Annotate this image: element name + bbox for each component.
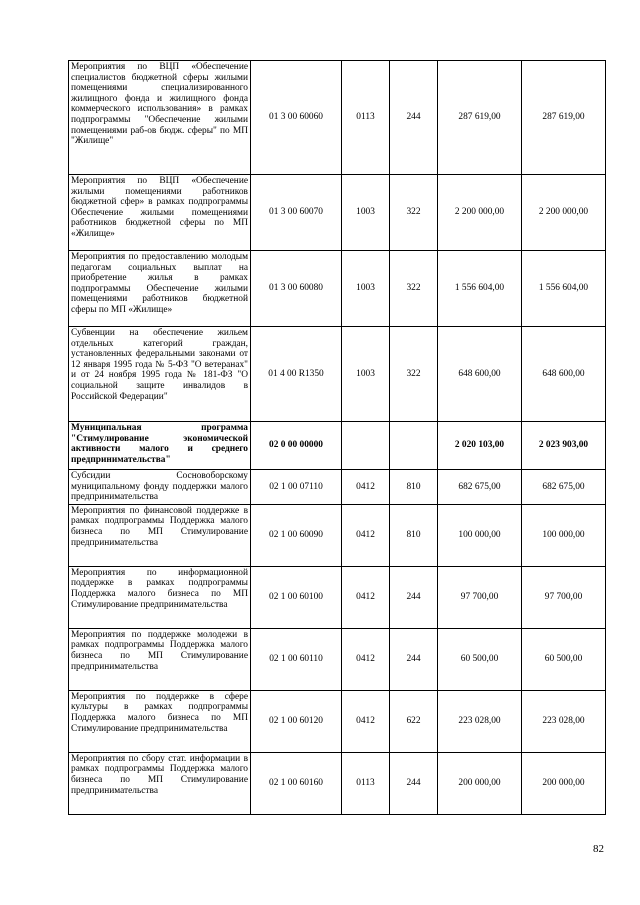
expense-name: Муниципальная программа "Стимулирование экономической активности малого и среднего предпринимательства": [69, 422, 251, 470]
target-article-code: 02 0 00 00000: [251, 422, 342, 470]
table-row: [69, 61, 606, 175]
expense-type-code: 622: [390, 690, 438, 752]
expense-type-code: 244: [390, 566, 438, 628]
amount-first: 223 028,00: [438, 690, 522, 752]
table-row: [69, 628, 606, 690]
budget-table: [68, 60, 606, 815]
expense-name: Мероприятия по поддержке в сфере культуры в рамках подпрограммы Поддержка малого бизнеса по МП Стимулирование предпринимательства: [69, 690, 251, 752]
expense-name: Мероприятия по поддержке молодежи в рамках подпрограммы Поддержка малого бизнеса по МП Стимулирование предпринимательства: [69, 628, 251, 690]
table-row: [69, 690, 606, 752]
amount-first: 97 700,00: [438, 566, 522, 628]
amount-second: 287 619,00: [522, 61, 606, 175]
amount-second: 200 000,00: [522, 752, 606, 814]
target-article-code: 01 3 00 60060: [251, 61, 342, 175]
table-row: [69, 504, 606, 566]
page-number: 82: [593, 843, 604, 855]
amount-second: 223 028,00: [522, 690, 606, 752]
table-row: [69, 752, 606, 814]
expense-name: Мероприятия по ВЦП «Обеспечение специалистов бюджетной сферы жилыми помещениями специализированного жилищного фонда и жилищного фонда коммерческого использования» в рамках подпрограммы "Обеспечение жилыми помещениями раб-ов бюдж. сферы" по МП "Жилище": [69, 61, 251, 175]
expense-type-code: 322: [390, 175, 438, 251]
expense-type-code: 810: [390, 470, 438, 505]
amount-first: 648 600,00: [438, 327, 522, 422]
amount-first: 1 556 604,00: [438, 251, 522, 327]
amount-second: 682 675,00: [522, 470, 606, 505]
amount-second: 100 000,00: [522, 504, 606, 566]
section-code: 1003: [342, 251, 390, 327]
amount-first: 100 000,00: [438, 504, 522, 566]
target-article-code: 02 1 00 07110: [251, 470, 342, 505]
amount-first: 2 200 000,00: [438, 175, 522, 251]
amount-first: 200 000,00: [438, 752, 522, 814]
table-row: [69, 175, 606, 251]
amount-second: 2 023 903,00: [522, 422, 606, 470]
section-code: 1003: [342, 175, 390, 251]
table-row: [69, 470, 606, 505]
expense-name: Мероприятия по ВЦП «Обеспечение жилыми помещениями работников бюджетной сфер» в рамках подпрограммы Обеспечение жилыми помещениями работников бюджетной сферы по МП «Жилище»: [69, 175, 251, 251]
expense-type-code: 244: [390, 61, 438, 175]
amount-second: 97 700,00: [522, 566, 606, 628]
target-article-code: 02 1 00 60100: [251, 566, 342, 628]
target-article-code: 02 1 00 60120: [251, 690, 342, 752]
target-article-code: 01 3 00 60080: [251, 251, 342, 327]
expense-type-code: 244: [390, 628, 438, 690]
table-row: [69, 422, 606, 470]
expense-type-code: 322: [390, 327, 438, 422]
section-code: 0412: [342, 504, 390, 566]
amount-second: 1 556 604,00: [522, 251, 606, 327]
section-code: [342, 422, 390, 470]
expense-name: Мероприятия по финансовой поддержке в рамках подпрограммы Поддержка малого бизнеса по МП Стимулирование предпринимательства: [69, 504, 251, 566]
expense-type-code: 810: [390, 504, 438, 566]
expense-name: Субвенции на обеспечение жильем отдельных категорий граждан, установленных федеральными законами от 12 января 1995 года № 5-ФЗ "О ветеранах" и от 24 ноября 1995 года № 181-ФЗ "О социальной защите инвалидов в Российской Федерации": [69, 327, 251, 422]
table-body: [69, 61, 606, 815]
section-code: 0412: [342, 690, 390, 752]
amount-first: 60 500,00: [438, 628, 522, 690]
amount-first: 682 675,00: [438, 470, 522, 505]
expense-type-code: 244: [390, 752, 438, 814]
target-article-code: 02 1 00 60110: [251, 628, 342, 690]
section-code: 0113: [342, 61, 390, 175]
section-code: 0412: [342, 566, 390, 628]
section-code: 0113: [342, 752, 390, 814]
section-code: 0412: [342, 470, 390, 505]
expense-name: Субсидии Сосновоборскому муниципальному фонду поддержки малого предпринимательства: [69, 470, 251, 505]
amount-second: 2 200 000,00: [522, 175, 606, 251]
section-code: 1003: [342, 327, 390, 422]
table-row: [69, 327, 606, 422]
target-article-code: 01 4 00 R1350: [251, 327, 342, 422]
expense-type-code: [390, 422, 438, 470]
table-row: [69, 251, 606, 327]
table-row: [69, 566, 606, 628]
section-code: 0412: [342, 628, 390, 690]
target-article-code: 02 1 00 60160: [251, 752, 342, 814]
expense-name: Мероприятия по предоставлению молодым педагогам социальных выплат на приобретение жилья в рамках подпрограммы Обеспечение жилыми помещениями работников бюджетной сферы по МП «Жилище»: [69, 251, 251, 327]
amount-first: 287 619,00: [438, 61, 522, 175]
amount-second: 648 600,00: [522, 327, 606, 422]
expense-name: Мероприятия по информационной поддержке в рамках подпрограммы Поддержка малого бизнеса по МП Стимулирование предпринимательства: [69, 566, 251, 628]
expense-name: Мероприятия по сбору стат. информации в рамках подпрограммы Поддержка малого бизнеса по МП Стимулирование предпринимательства: [69, 752, 251, 814]
target-article-code: 02 1 00 60090: [251, 504, 342, 566]
amount-first: 2 020 103,00: [438, 422, 522, 470]
target-article-code: 01 3 00 60070: [251, 175, 342, 251]
expense-type-code: 322: [390, 251, 438, 327]
amount-second: 60 500,00: [522, 628, 606, 690]
